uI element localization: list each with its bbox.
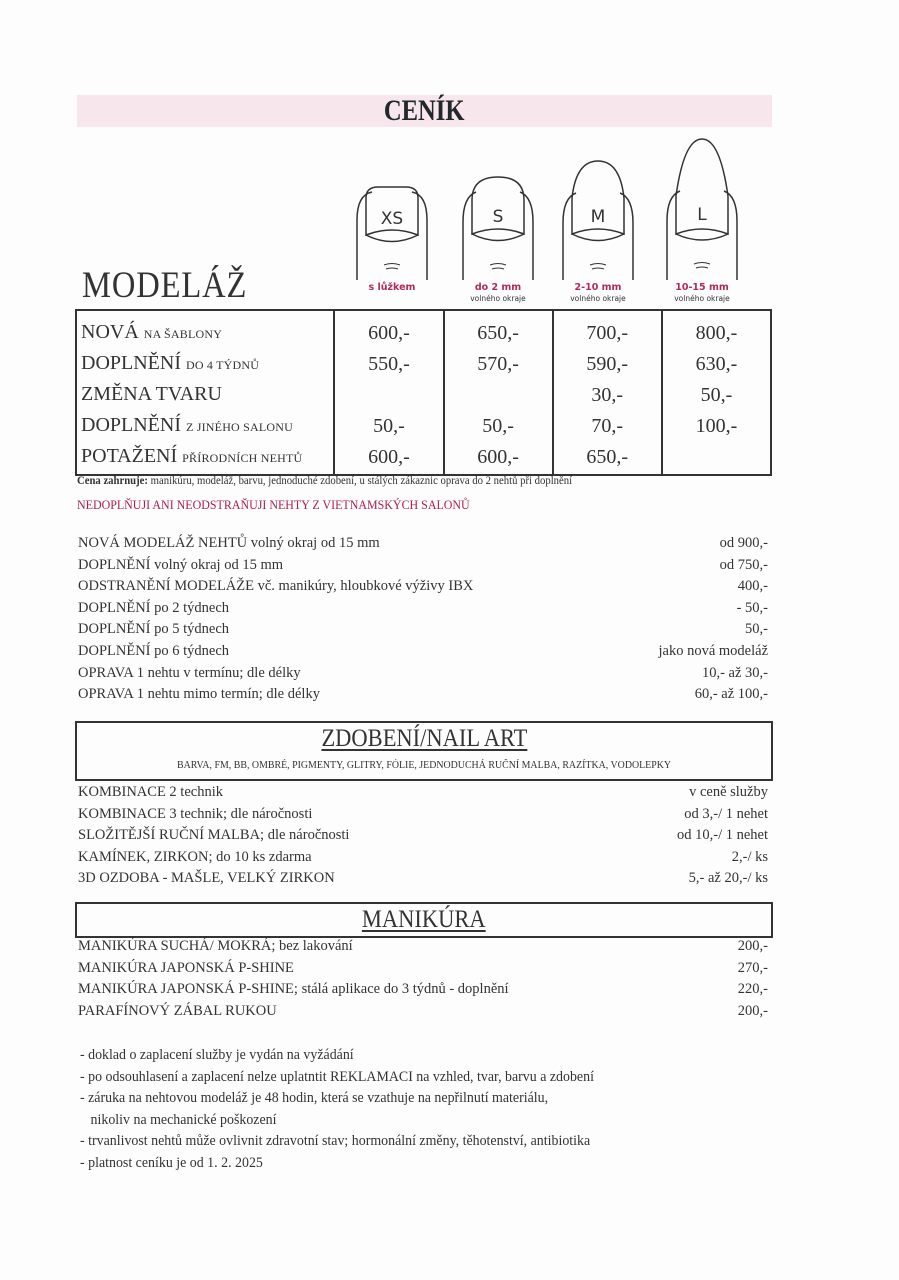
nailart-header-box: [75, 721, 773, 781]
table-row: [76, 410, 771, 441]
price-cell: 70,-: [553, 410, 662, 441]
page-title: CENÍK: [384, 94, 465, 127]
price-cell: 600,-: [334, 310, 443, 348]
price-cell: 570,-: [444, 348, 553, 379]
nail-m-icon: [558, 158, 638, 280]
price-cell: [444, 379, 553, 410]
list-item: DOPLNĚNÍ po 5 týdnech 50,-: [78, 621, 768, 638]
row-label: NOVÁ NA ŠABLONY: [81, 320, 223, 343]
size-caption-s: [448, 282, 548, 304]
price-cell: 590,-: [553, 348, 662, 379]
list-item: OPRAVA 1 nehtu mimo termín; dle délky 60,- až 100,-: [78, 686, 768, 703]
price-cell: 700,-: [553, 310, 662, 348]
price-cell: 50,-: [334, 410, 443, 441]
title-band: [77, 95, 772, 127]
size-caption-main: 2-10 mm: [574, 282, 622, 293]
price-cell: 50,-: [662, 379, 771, 410]
modelaz-heading: MODELÁŽ: [82, 265, 248, 306]
note-line: - po odsouhlasení a zaplacení nelze uplatntit REKLAMACI na vzhled, tvar, barvu a zdobení: [80, 1068, 594, 1085]
row-label: DOPLNĚNÍ Z JINÉHO SALONU: [81, 413, 293, 436]
row-label: POTAŽENÍ PŘÍRODNÍCH NEHTŮ: [81, 444, 303, 467]
price-cell: 550,-: [334, 348, 443, 379]
size-label-s: S: [492, 207, 504, 227]
list-item: OPRAVA 1 nehtu v termínu; dle délky 10,- až 30,-: [78, 664, 768, 681]
size-caption-sub: volného okraje: [674, 294, 730, 303]
list-item: SLOŽITĚJŠÍ RUČNÍ MALBA; dle náročnosti od 10,-/ 1 nehet: [78, 827, 768, 844]
size-label-m: M: [590, 207, 606, 227]
price-cell: 50,-: [444, 410, 553, 441]
size-caption-m: [548, 282, 648, 304]
price-cell: [662, 441, 771, 475]
price-cell: 650,-: [553, 441, 662, 475]
manikura-list: [78, 936, 768, 1022]
price-includes-note: Cena zahrnuje: manikúru, modeláž, barvu, jednoduché zdobení, u stálých zákaznic oprava do 2 nehtů při doplnění: [77, 475, 573, 487]
table-row: [76, 310, 771, 348]
size-caption-xs: [342, 282, 442, 294]
nailart-list: [78, 782, 768, 890]
size-caption-main: s lůžkem: [368, 282, 416, 293]
list-item: MANIKÚRA JAPONSKÁ P-SHINE; stálá aplikace do 3 týdnů - doplnění 220,-: [78, 981, 768, 998]
table-row: [76, 441, 771, 475]
size-caption-l: [652, 282, 752, 304]
price-cell: 600,-: [444, 441, 553, 475]
price-cell: 650,-: [444, 310, 553, 348]
list-item: MANIKÚRA SUCHÁ/ MOKRÁ; bez lakování 200,-: [78, 938, 768, 954]
modelaz-price-table: [75, 309, 772, 476]
list-item: KOMBINACE 2 technik v ceně služby: [78, 784, 768, 800]
row-label: DOPLNĚNÍ DO 4 TÝDNŮ: [81, 351, 260, 374]
size-caption-sub: volného okraje: [470, 294, 526, 303]
note-line: - záruka na nehtovou modeláž je 48 hodin, která se vzathuje na nepřilnutí materiálu,: [80, 1090, 549, 1106]
note-line: - doklad o zaplacení služby je vydán na vyžádání: [80, 1047, 354, 1063]
list-item: KAMÍNEK, ZIRKON; do 10 ks zdarma 2,-/ ks: [78, 848, 768, 865]
price-cell: 630,-: [662, 348, 771, 379]
list-item: DOPLNĚNÍ volný okraj od 15 mm od 750,-: [78, 556, 768, 573]
size-label-xs: XS: [380, 209, 404, 229]
row-label: ZMĚNA TVARU: [81, 382, 222, 405]
size-label-l: L: [697, 205, 707, 225]
table-row: [76, 348, 771, 379]
extra-services-list: [78, 533, 768, 706]
note-line: - trvanlivost nehtů může ovlivnit zdravotní stav; hormonální změny, těhotenství, antibiotika: [80, 1133, 591, 1149]
vietnamese-salon-warning: NEDOPLŇUJI ANI NEODSTRAŇUJI NEHTY Z VIETNAMSKÝCH SALONŮ: [77, 497, 470, 512]
note-line: - platnost ceníku je od 1. 2. 2025: [80, 1154, 263, 1171]
list-item: KOMBINACE 3 technik; dle náročnosti od 3,-/ 1 nehet: [78, 805, 768, 822]
table-row: [76, 379, 771, 410]
price-cell: 100,-: [662, 410, 771, 441]
terms-notes: [80, 1045, 594, 1174]
price-cell: 600,-: [334, 441, 443, 475]
list-item: DOPLNĚNÍ po 2 týdnech - 50,-: [78, 599, 768, 616]
size-caption-main: do 2 mm: [474, 282, 522, 293]
size-caption-main: 10-15 mm: [675, 282, 729, 293]
list-item: 3D OZDOBA - MAŠLE, VELKÝ ZIRKON 5,- až 20,-/ ks: [78, 870, 768, 887]
list-item: NOVÁ MODELÁŽ NEHTŮ volný okraj od 15 mm od 900,-: [78, 535, 768, 551]
price-cell: [334, 379, 443, 410]
price-cell: 30,-: [553, 379, 662, 410]
price-cell: 800,-: [662, 310, 771, 348]
size-caption-sub: volného okraje: [570, 294, 626, 303]
nail-xs-icon: [352, 180, 432, 280]
manikura-header-box: [75, 902, 773, 938]
note-line: nikoliv na mechanické poškození: [90, 1111, 277, 1128]
nail-s-icon: [458, 172, 538, 280]
manikura-heading: MANIKÚRA: [362, 906, 486, 933]
nail-l-icon: [662, 136, 742, 280]
nailart-heading: ZDOBENÍ/NAIL ART: [321, 725, 527, 752]
nailart-techniques: BARVA, FM, BB, OMBRÉ, PIGMENTY, GLITRY, FÓLIE, JEDNODUCHÁ RUČNÍ MALBA, RAZÍTKA, VODOLEPKY: [176, 759, 672, 771]
list-item: MANIKÚRA JAPONSKÁ P-SHINE 270,-: [78, 959, 768, 976]
list-item: DOPLNĚNÍ po 6 týdnech jako nová modeláž: [78, 642, 768, 659]
list-item: PARAFÍNOVÝ ZÁBAL RUKOU 200,-: [78, 1002, 768, 1019]
list-item: ODSTRANĚNÍ MODELÁŽE vč. manikúry, hloubkové výživy IBX 400,-: [78, 578, 768, 595]
